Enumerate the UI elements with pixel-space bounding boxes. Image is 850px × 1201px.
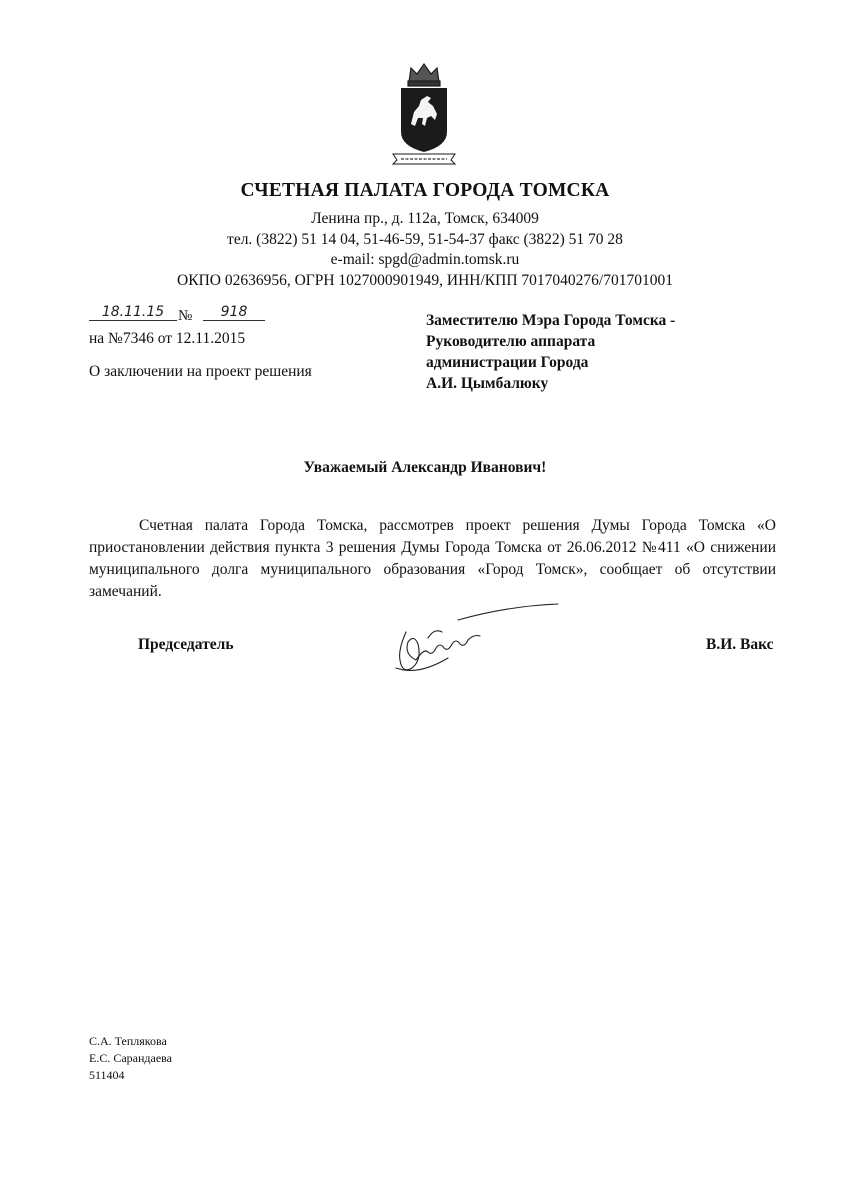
phones-line: тел. (3822) 51 14 04, 51-46-59, 51-54-37 факс (3822) 51 70 28 [227, 231, 623, 248]
signatory-title: Председатель [138, 636, 234, 653]
coat-of-arms-icon [381, 62, 467, 166]
outgoing-date: 18.11.15 [89, 304, 177, 321]
letter-subject: О заключении на проект решения [89, 363, 312, 380]
letter-body: Счетная палата Города Томска, рассмотрев проект решения Думы Города Томска «О приостановлении действия пункта 3 решения Думы Города Томска от 26.06.2012 №411 «О снижении муниципального долга муниципального образования «Город Томск», сообщает об отсутствии замечаний. [89, 517, 776, 600]
recipient-line: Заместителю Мэра Города Томска - [426, 312, 676, 329]
recipient-line: Руководителю аппарата [426, 333, 596, 350]
greeting: Уважаемый Александр Иванович! [303, 459, 547, 476]
executor-line: 511404 [89, 1068, 125, 1082]
executor-line: С.А. Теплякова [89, 1034, 167, 1048]
codes-line: ОКПО 02636956, ОГРН 1027000901949, ИНН/КПП 7017040276/701701001 [177, 272, 673, 289]
signature-icon [388, 598, 566, 682]
email-line: e-mail: spgd@admin.tomsk.ru [330, 251, 520, 268]
signatory-name: В.И. Вакс [706, 636, 774, 653]
outgoing-number-value: 918 [203, 304, 265, 321]
executors-block [89, 1033, 172, 1084]
recipient-line: А.И. Цымбалюку [426, 375, 549, 392]
recipient-line: администрации Города [426, 354, 589, 371]
outgoing-number [89, 304, 269, 328]
number-label: № [178, 308, 193, 324]
organization-title: СЧЕТНАЯ ПАЛАТА ГОРОДА ТОМСКА [240, 180, 610, 201]
address-line: Ленина пр., д. 112а, Томск, 634009 [311, 210, 539, 227]
reference-line: на №7346 от 12.11.2015 [89, 330, 246, 347]
executor-line: Е.С. Сарандаева [89, 1051, 173, 1065]
recipient-block [426, 310, 675, 394]
